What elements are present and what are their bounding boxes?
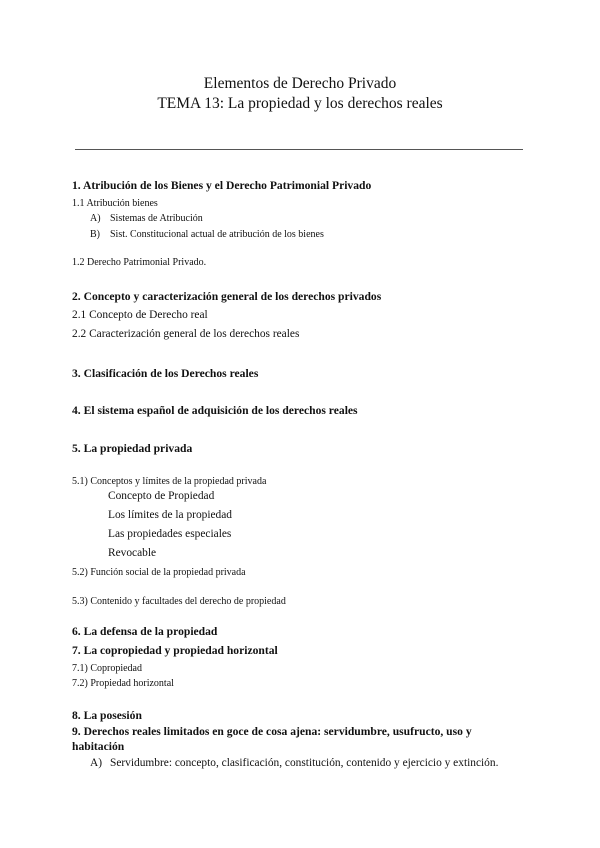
title-divider bbox=[75, 149, 523, 150]
section-2-2: 2.2 Caracterización general de los derechos reales bbox=[72, 328, 300, 340]
section-2-1: 2.1 Concepto de Derecho real bbox=[72, 309, 208, 321]
section-9-heading: 9. Derechos reales limitados en goce de cosa ajena: servidumbre, usufructo, uso y bbox=[72, 725, 472, 738]
section-5-heading: 5. La propiedad privada bbox=[72, 442, 193, 455]
section-5-1-item: Revocable bbox=[108, 547, 157, 559]
section-5-2: 5.2) Función social de la propiedad privada bbox=[72, 567, 246, 578]
section-9-heading-cont: habitación bbox=[72, 740, 125, 753]
section-5-3: 5.3) Contenido y facultades del derecho de propiedad bbox=[72, 596, 286, 607]
section-9-a: Servidumbre: concepto, clasificación, constitución, contenido y ejercicio y extinción. bbox=[110, 757, 499, 769]
section-1-1-a-letter: A) bbox=[90, 213, 101, 224]
section-5-1: 5.1) Conceptos y límites de la propiedad privada bbox=[72, 476, 267, 487]
section-5-1-item: Los límites de la propiedad bbox=[108, 509, 233, 521]
section-4-heading: 4. El sistema español de adquisición de los derechos reales bbox=[72, 404, 358, 417]
section-1-heading: 1. Atribución de los Bienes y el Derecho Patrimonial Privado bbox=[72, 179, 372, 192]
section-1-1-b-letter: B) bbox=[90, 229, 100, 240]
section-1-2: 1.2 Derecho Patrimonial Privado. bbox=[72, 257, 207, 268]
section-2-heading: 2. Concepto y caracterización general de los derechos privados bbox=[72, 290, 382, 303]
section-5-1-item: Las propiedades especiales bbox=[108, 528, 232, 540]
section-1-1-b: Sist. Constitucional actual de atribución de los bienes bbox=[110, 229, 324, 240]
document-subtitle: TEMA 13: La propiedad y los derechos reales bbox=[157, 95, 443, 112]
section-9-a-letter: A) bbox=[90, 757, 103, 769]
section-1-1-a: Sistemas de Atribución bbox=[110, 213, 203, 224]
section-8-heading: 8. La posesión bbox=[72, 709, 142, 722]
section-3-heading: 3. Clasificación de los Derechos reales bbox=[72, 367, 259, 380]
section-7-2: 7.2) Propiedad horizontal bbox=[72, 678, 174, 689]
section-7-heading: 7. La copropiedad y propiedad horizontal bbox=[72, 644, 278, 657]
section-5-1-item: Concepto de Propiedad bbox=[108, 490, 215, 502]
section-1-1: 1.1 Atribución bienes bbox=[72, 198, 158, 209]
section-7-1: 7.1) Copropiedad bbox=[72, 663, 142, 674]
document-title: Elementos de Derecho Privado bbox=[203, 75, 397, 92]
section-6-heading: 6. La defensa de la propiedad bbox=[72, 625, 218, 638]
